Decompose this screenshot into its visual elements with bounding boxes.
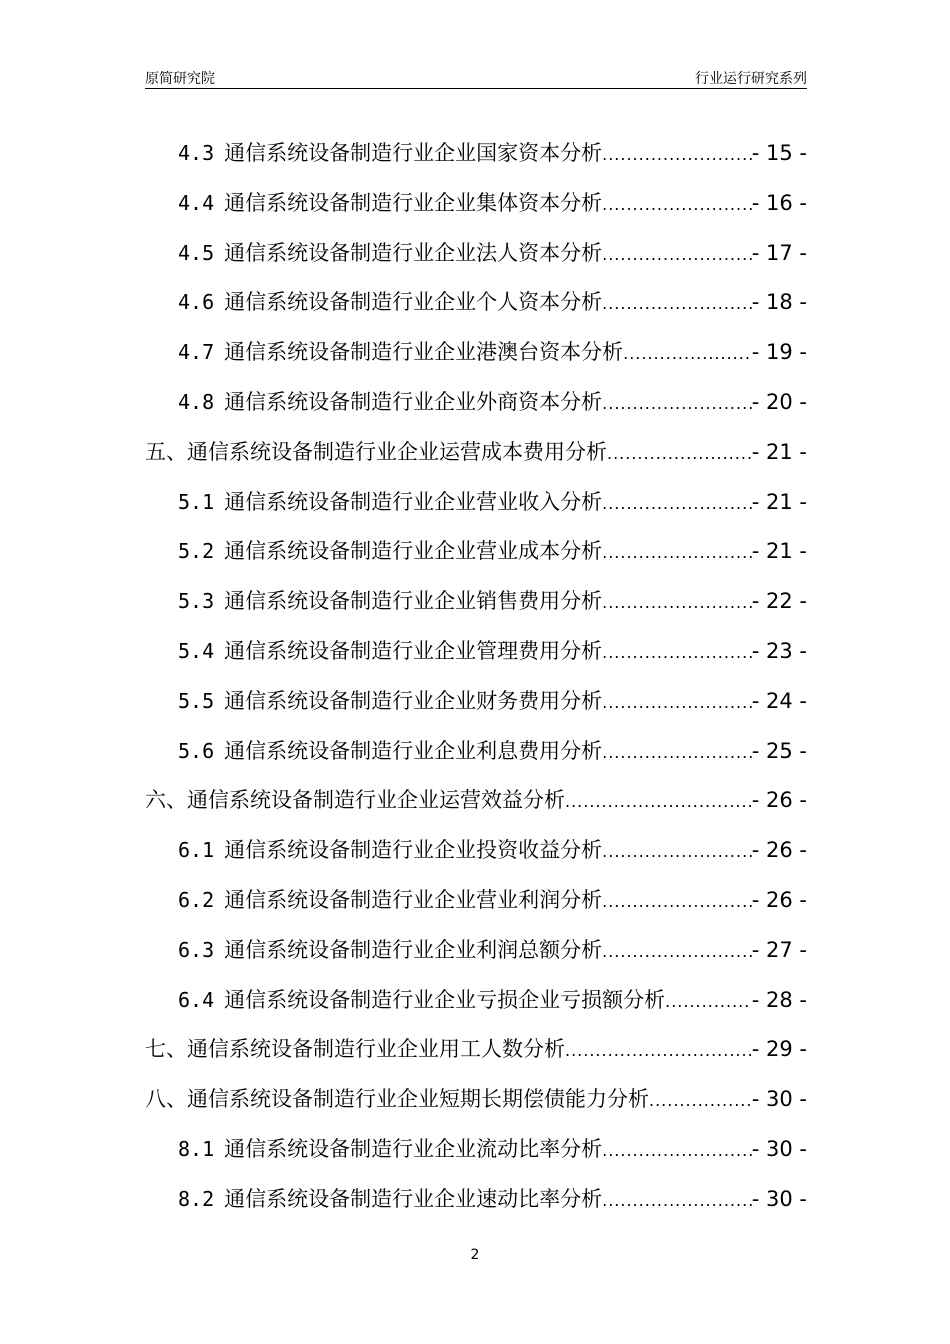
toc-entry-number: 6.1	[178, 838, 215, 863]
toc-leader-dots	[602, 892, 752, 911]
toc-entry-number: 6.2	[178, 887, 215, 912]
toc-entry-page: - 30 -	[751, 1087, 807, 1112]
toc-entry-title: 通信系统设备制造行业企业外商资本分析	[224, 389, 603, 414]
toc-entry[interactable]	[145, 375, 807, 425]
toc-entry-page: - 22 -	[751, 589, 807, 614]
toc-entry[interactable]	[145, 923, 807, 973]
toc-leader-dots	[665, 992, 752, 1011]
toc-leader-dots	[602, 1191, 752, 1210]
toc-entry-title: 五、通信系统设备制造行业企业运营成本费用分析	[145, 439, 607, 464]
toc-entry-page: - 24 -	[751, 688, 807, 713]
toc-leader-dots	[607, 444, 752, 463]
toc-entry-title: 通信系统设备制造行业企业个人资本分析	[224, 290, 603, 315]
toc-leader-dots	[649, 1091, 752, 1110]
toc-entry-title: 通信系统设备制造行业企业营业收入分析	[224, 489, 603, 514]
page-header	[145, 66, 807, 89]
toc-entry-number: 4.7	[178, 340, 215, 365]
toc-entry-title: 八、通信系统设备制造行业企业短期长期偿债能力分析	[145, 1087, 649, 1112]
toc-leader-dots	[602, 145, 752, 164]
toc-entry-page: - 28 -	[751, 987, 807, 1012]
toc-entry-page: - 30 -	[751, 1186, 807, 1211]
toc-entry-page: - 17 -	[751, 240, 807, 265]
toc-entry-number: 4.8	[178, 389, 215, 414]
toc-entry-number: 5.3	[178, 589, 215, 614]
toc-leader-dots	[602, 593, 752, 612]
toc-entry-number: 6.4	[178, 987, 215, 1012]
toc-entry-page: - 21 -	[751, 539, 807, 564]
toc-entry[interactable]	[145, 226, 807, 276]
toc-entry-title: 通信系统设备制造行业企业集体资本分析	[224, 190, 603, 215]
table-of-contents	[145, 126, 807, 1222]
toc-entry-page: - 26 -	[751, 788, 807, 813]
toc-entry-page: - 26 -	[751, 887, 807, 912]
toc-entry[interactable]	[145, 475, 807, 525]
toc-entry-page: - 26 -	[751, 838, 807, 863]
toc-entry-page: - 21 -	[751, 489, 807, 514]
toc-entry-page: - 15 -	[751, 141, 807, 165]
toc-entry[interactable]	[145, 524, 807, 574]
toc-entry-number: 8.1	[178, 1136, 215, 1161]
toc-entry[interactable]	[145, 674, 807, 724]
toc-entry[interactable]	[145, 176, 807, 226]
toc-entry-title: 通信系统设备制造行业企业港澳台资本分析	[224, 340, 624, 365]
toc-leader-dots	[602, 394, 752, 413]
toc-leader-dots	[602, 1141, 752, 1160]
toc-entry-title: 通信系统设备制造行业企业营业利润分析	[224, 887, 603, 912]
toc-entry-page: - 18 -	[751, 290, 807, 315]
toc-entry-page: - 21 -	[751, 439, 807, 464]
toc-entry[interactable]	[145, 126, 807, 176]
toc-entry-number: 8.2	[178, 1186, 215, 1211]
toc-entry-number: 5.6	[178, 738, 215, 763]
toc-entry-number: 5.1	[178, 489, 215, 514]
toc-entry-title: 通信系统设备制造行业企业利息费用分析	[224, 738, 603, 763]
toc-entry-number: 6.3	[178, 937, 215, 962]
toc-entry-number: 4.3	[178, 141, 215, 165]
toc-entry[interactable]	[145, 624, 807, 674]
toc-leader-dots	[602, 942, 752, 961]
toc-entry-page: - 27 -	[751, 937, 807, 962]
toc-entry-title: 通信系统设备制造行业企业法人资本分析	[224, 240, 603, 265]
toc-entry[interactable]	[145, 1072, 807, 1122]
toc-entry-title: 七、通信系统设备制造行业企业用工人数分析	[145, 1037, 565, 1062]
toc-entry-title: 六、通信系统设备制造行业企业运营效益分析	[145, 788, 565, 813]
page-number: 2	[470, 1247, 480, 1263]
toc-leader-dots	[602, 543, 752, 562]
toc-entry-title: 通信系统设备制造行业企业销售费用分析	[224, 589, 603, 614]
toc-entry[interactable]	[145, 973, 807, 1023]
toc-entry-number: 5.4	[178, 638, 215, 663]
toc-leader-dots	[602, 842, 752, 861]
toc-entry[interactable]	[145, 724, 807, 774]
header-series-name: 行业运行研究系列	[695, 71, 807, 87]
toc-entry-title: 通信系统设备制造行业企业亏损企业亏损额分析	[224, 987, 666, 1012]
toc-entry[interactable]	[145, 773, 807, 823]
toc-entry-title: 通信系统设备制造行业企业流动比率分析	[224, 1136, 603, 1161]
toc-entry-number: 4.6	[178, 290, 215, 315]
toc-entry-title: 通信系统设备制造行业企业利润总额分析	[224, 937, 603, 962]
toc-entry[interactable]	[145, 873, 807, 923]
toc-leader-dots	[602, 294, 752, 313]
toc-entry-page: - 25 -	[751, 738, 807, 763]
toc-leader-dots	[602, 743, 752, 762]
toc-entry-page: - 20 -	[751, 389, 807, 414]
toc-entry-number: 5.5	[178, 688, 215, 713]
toc-entry-page: - 29 -	[751, 1037, 807, 1062]
toc-entry-number: 4.5	[178, 240, 215, 265]
toc-leader-dots	[565, 1041, 752, 1060]
toc-entry-number: 5.2	[178, 539, 215, 564]
toc-leader-dots	[602, 494, 752, 513]
toc-entry-title: 通信系统设备制造行业企业管理费用分析	[224, 638, 603, 663]
header-org-name: 原简研究院	[145, 71, 215, 87]
toc-entry-page: - 23 -	[751, 638, 807, 663]
toc-entry[interactable]	[145, 574, 807, 624]
toc-entry[interactable]	[145, 823, 807, 873]
toc-entry-page: - 30 -	[751, 1136, 807, 1161]
toc-entry-title: 通信系统设备制造行业企业国家资本分析	[224, 141, 603, 165]
toc-leader-dots	[602, 245, 752, 264]
toc-leader-dots	[623, 344, 752, 363]
toc-leader-dots	[602, 693, 752, 712]
toc-entry[interactable]	[145, 1172, 807, 1222]
toc-leader-dots	[565, 792, 752, 811]
toc-entry-title: 通信系统设备制造行业企业速动比率分析	[224, 1186, 603, 1211]
toc-entry[interactable]	[145, 325, 807, 375]
toc-entry-title: 通信系统设备制造行业企业投资收益分析	[224, 838, 603, 863]
toc-entry-title: 通信系统设备制造行业企业财务费用分析	[224, 688, 603, 713]
toc-entry[interactable]	[145, 275, 807, 325]
toc-entry[interactable]	[145, 1122, 807, 1172]
toc-entry[interactable]	[145, 1022, 807, 1072]
toc-entry[interactable]	[145, 425, 807, 475]
toc-entry-number: 4.4	[178, 190, 215, 215]
toc-entry-page: - 16 -	[751, 190, 807, 215]
toc-entry-page: - 19 -	[751, 340, 807, 365]
toc-leader-dots	[602, 643, 752, 662]
toc-entry-title: 通信系统设备制造行业企业营业成本分析	[224, 539, 603, 564]
toc-leader-dots	[602, 195, 752, 214]
